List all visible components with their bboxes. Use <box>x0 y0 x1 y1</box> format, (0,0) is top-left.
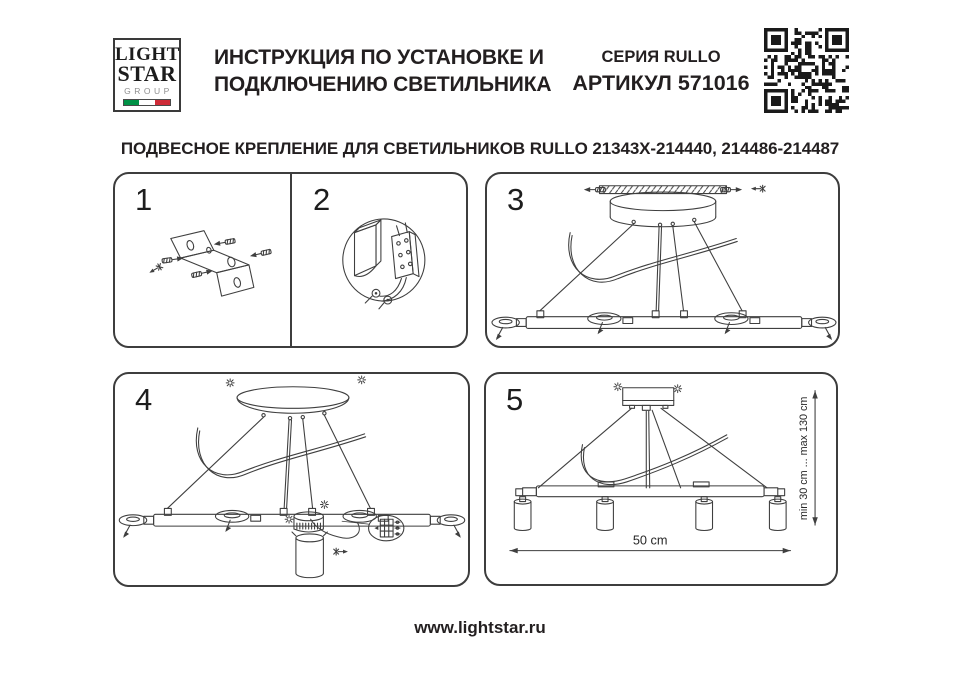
shade-2 <box>597 497 614 531</box>
lightstar-logo <box>113 38 181 112</box>
series-article-block <box>556 48 766 96</box>
figure-step-3 <box>487 174 838 346</box>
title-line-2: ПОДКЛЮЧЕНИЮ СВЕТИЛЬНИКА <box>214 73 552 96</box>
title-line-1: ИНСТРУКЦИЯ ПО УСТАНОВКЕ И <box>214 46 544 69</box>
step-number-4: 4 <box>135 382 153 417</box>
step-number-5: 5 <box>506 382 524 417</box>
step-panel-4 <box>113 372 470 587</box>
figure-wall-bracket <box>148 231 272 296</box>
height-dimension-label: min 30 cm ... max 130 cm <box>798 396 811 521</box>
height-dimension <box>812 391 817 525</box>
width-dimension <box>510 548 791 553</box>
step-number-2: 2 <box>313 182 331 217</box>
logo-text-light: LIGHT <box>115 44 180 65</box>
figure-shade-attachment <box>285 501 368 578</box>
logo-text-group: GROUP <box>124 86 173 96</box>
figure-step-4 <box>115 374 468 585</box>
figure-step-5 <box>486 374 836 584</box>
page-title <box>214 44 551 98</box>
shade-3 <box>696 497 713 531</box>
shade-4 <box>769 497 786 531</box>
article-number: АРТИКУЛ 571016 <box>572 71 750 95</box>
series-label: СЕРИЯ RULLO <box>601 48 721 66</box>
step-panel-3 <box>485 172 840 348</box>
step-panel-5 <box>484 372 838 586</box>
shade-1 <box>514 497 531 531</box>
step-panel-1-2 <box>113 172 468 348</box>
figure-terminal-closeup <box>343 219 425 309</box>
figure-step-1-2 <box>115 174 466 346</box>
logo-text-star: STAR <box>117 61 177 86</box>
qr-code-icon <box>764 28 849 113</box>
figure-connector-detail-bubble <box>369 515 404 541</box>
italian-flag-stripe-icon <box>123 99 171 106</box>
subtitle: ПОДВЕСНОЕ КРЕПЛЕНИЕ ДЛЯ СВЕТИЛЬНИКОВ RULLO 21343X-214440, 214486-214487 <box>120 139 840 158</box>
step-number-1: 1 <box>135 182 153 217</box>
step-number-3: 3 <box>507 182 525 217</box>
website-url: www.lightstar.ru <box>414 618 546 637</box>
width-dimension-label: 50 cm <box>632 532 668 548</box>
